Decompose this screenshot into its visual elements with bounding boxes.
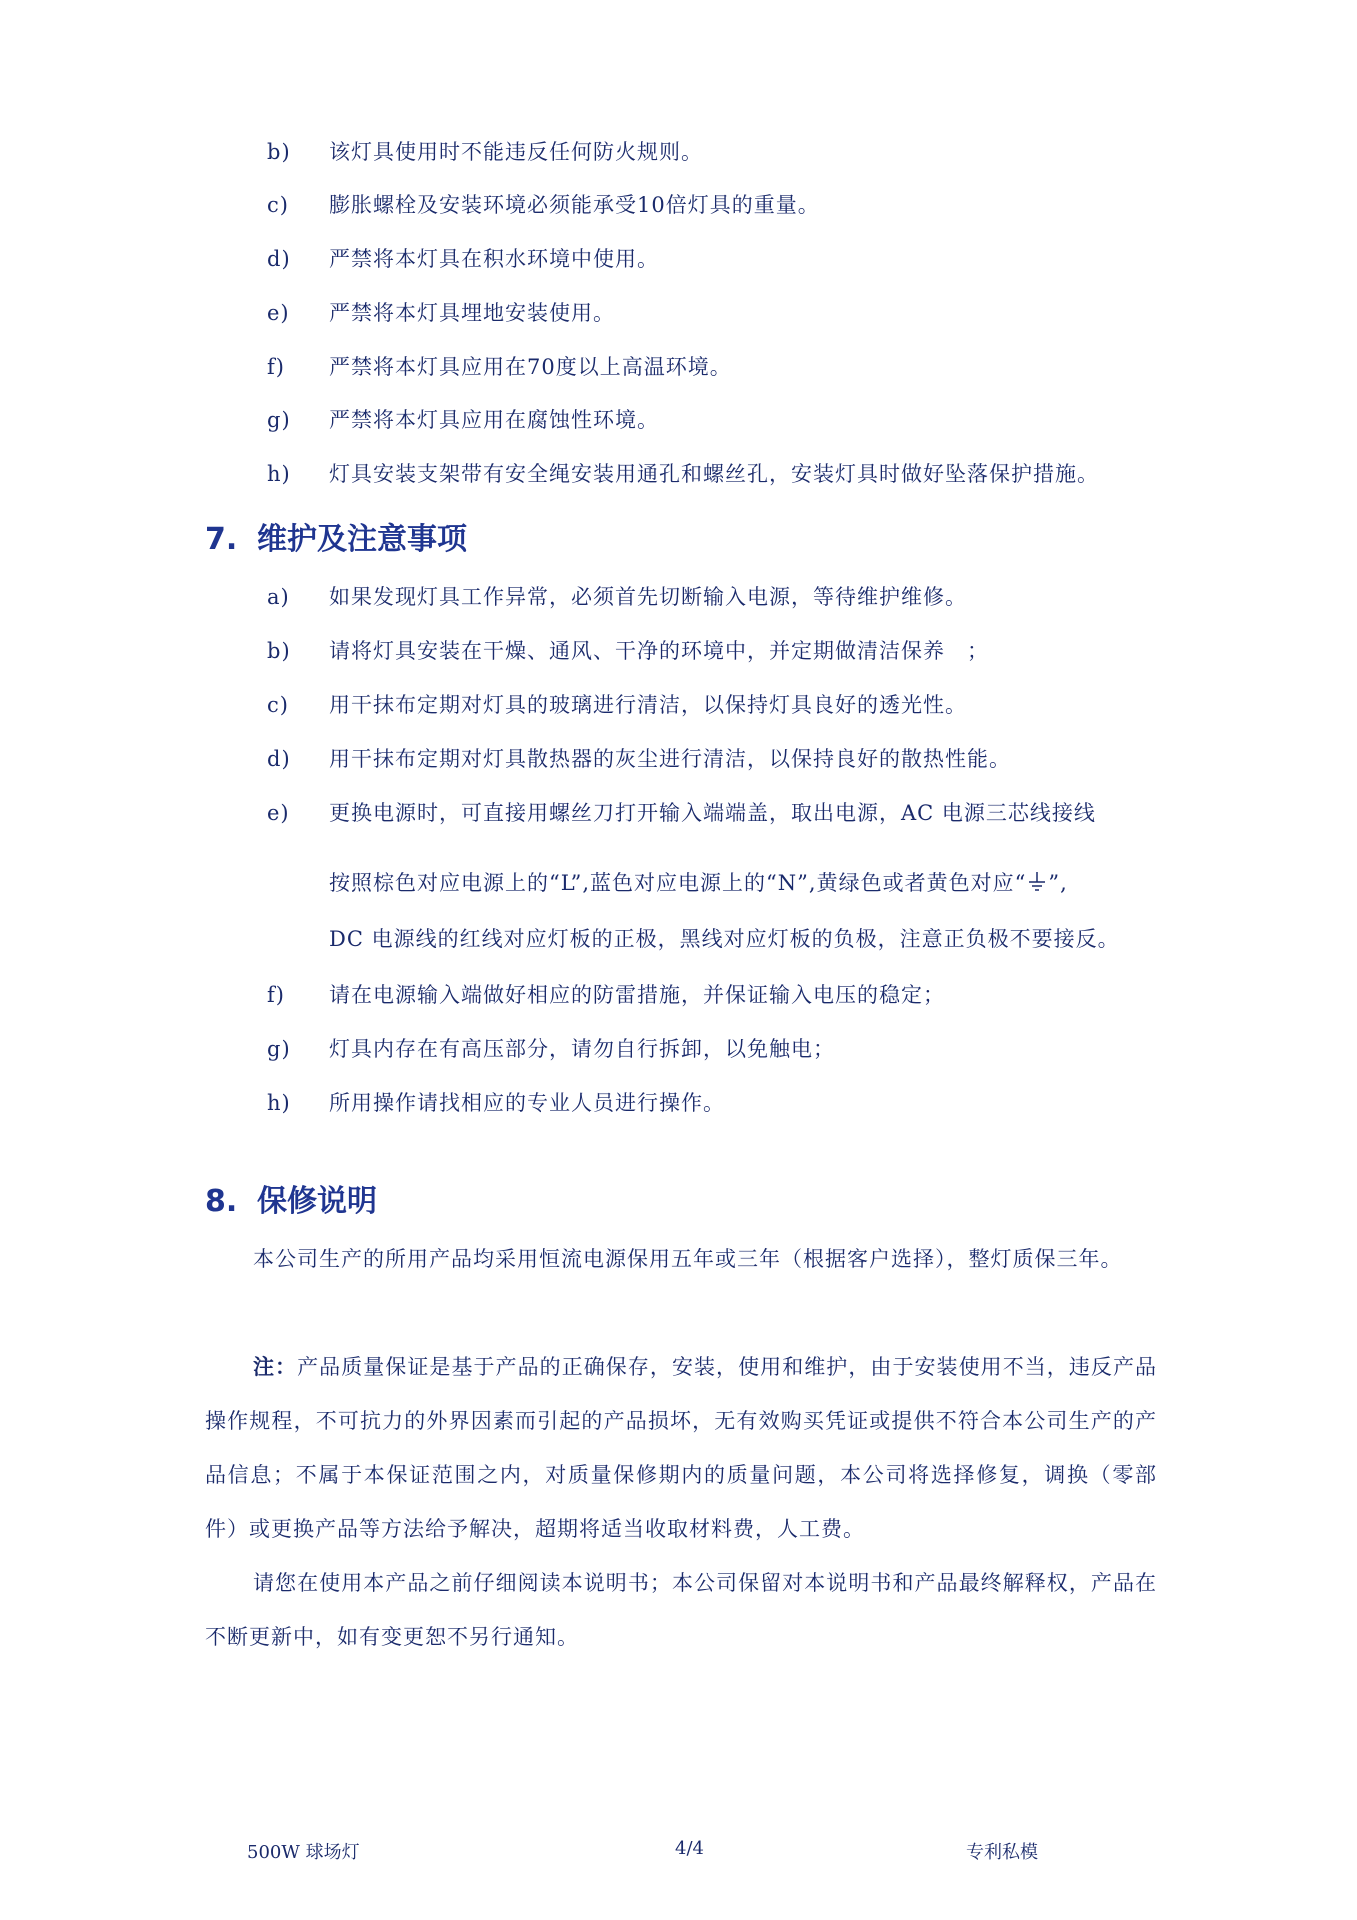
list-marker: d) [267, 247, 291, 271]
list-text: 灯具内存在有高压部分，请勿自行拆卸，以免触电； [329, 1037, 835, 1061]
footer-page-number: 4/4 [675, 1838, 704, 1859]
list-marker: c) [267, 193, 289, 217]
list-text: 严禁将本灯具埋地安装使用。 [329, 301, 615, 325]
section-heading-7 [205, 514, 467, 558]
wiring-text-pre: 按照棕色对应电源上的“L”,蓝色对应电源上的“N”,黄绿色或者黄色对应“ [329, 871, 1027, 895]
list-marker: g) [267, 408, 291, 432]
list-marker: e) [267, 301, 290, 325]
list-marker: g) [267, 1037, 291, 1061]
list-marker: a) [267, 585, 290, 609]
section-number: 7. [205, 522, 238, 557]
list-text: 如果发现灯具工作异常，必须首先切断输入电源，等待维护维修。 [329, 585, 967, 609]
list-text: 更换电源时，可直接用螺丝刀打开输入端端盖，取出电源，AC 电源三芯线接线 [329, 801, 1096, 825]
list-text: 严禁将本灯具应用在腐蚀性环境。 [329, 408, 659, 432]
list-marker: d) [267, 747, 291, 771]
list-marker: f) [267, 355, 285, 379]
footer-product: 500W 球场灯 [247, 1842, 360, 1863]
list-item-continuation [329, 868, 1068, 898]
list-text: 所用操作请找相应的专业人员进行操作。 [329, 1091, 725, 1115]
list-text: 用干抹布定期对灯具的玻璃进行清洁，以保持灯具良好的透光性。 [329, 693, 967, 717]
warranty-paragraph: 本公司生产的所用产品均采用恒流电源保用五年或三年（根据客户选择），整灯质保三年。 [253, 1247, 1123, 1271]
list-marker: b) [267, 639, 291, 663]
list-text: 膨胀螺栓及安装环境必须能承受10倍灯具的重量。 [329, 193, 820, 217]
list-text: 严禁将本灯具在积水环境中使用。 [329, 247, 659, 271]
list-text: 严禁将本灯具应用在70度以上高温环境。 [329, 355, 732, 379]
section-title: 维护及注意事项 [257, 522, 467, 557]
section-heading-8 [205, 1176, 377, 1220]
list-marker: f) [267, 983, 285, 1007]
list-text: 该灯具使用时不能违反任何防火规则。 [329, 140, 703, 164]
note-label: 注： [253, 1354, 298, 1379]
list-marker: e) [267, 801, 290, 825]
footer-note: 专利私模 [966, 1842, 1038, 1863]
list-text: 用干抹布定期对灯具散热器的灰尘进行清洁，以保持良好的散热性能。 [329, 747, 1011, 771]
list-marker: h) [267, 462, 291, 486]
list-text: 请在电源输入端做好相应的防雷措施，并保证输入电压的稳定； [329, 983, 945, 1007]
list-marker: b) [267, 140, 291, 164]
ground-icon [1026, 870, 1048, 896]
list-text: 灯具安装支架带有安全绳安装用通孔和螺丝孔，安装灯具时做好坠落保护措施。 [329, 462, 1099, 486]
list-item-continuation [329, 924, 1120, 954]
warranty-note-paragraph [205, 1340, 1157, 1556]
list-marker: h) [267, 1091, 291, 1115]
list-marker: c) [267, 693, 289, 717]
section-title: 保修说明 [257, 1184, 377, 1219]
wiring-text-post: ”, [1048, 871, 1068, 895]
disclaimer-paragraph: 请您在使用本产品之前仔细阅读本说明书；本公司保留对本说明书和产品最终解释权，产品在不断更新中，如有变更恕不另行通知。 [205, 1571, 1157, 1649]
list-text: 请将灯具安装在干燥、通风、干净的环境中，并定期做清洁保养 ； [329, 639, 989, 663]
note-text: 产品质量保证是基于产品的正确保存，安装，使用和维护，由于安装使用不当，违反产品操作规程，不可抗力的外界因素而引起的产品损坏，无有效购买凭证或提供不符合本公司生产的产品信息；不属于本保证范围之内，对质量保修期内的质量问题，本公司将选择修复，调换（零部件）或更换产品等方法给予解决，超期将适当收取材料费，人工费。 [205, 1355, 1158, 1541]
list-text: DC 电源线的红线对应灯板的正极，黑线对应灯板的负极，注意正负极不要接反。 [329, 927, 1120, 951]
section-number: 8. [205, 1184, 238, 1219]
